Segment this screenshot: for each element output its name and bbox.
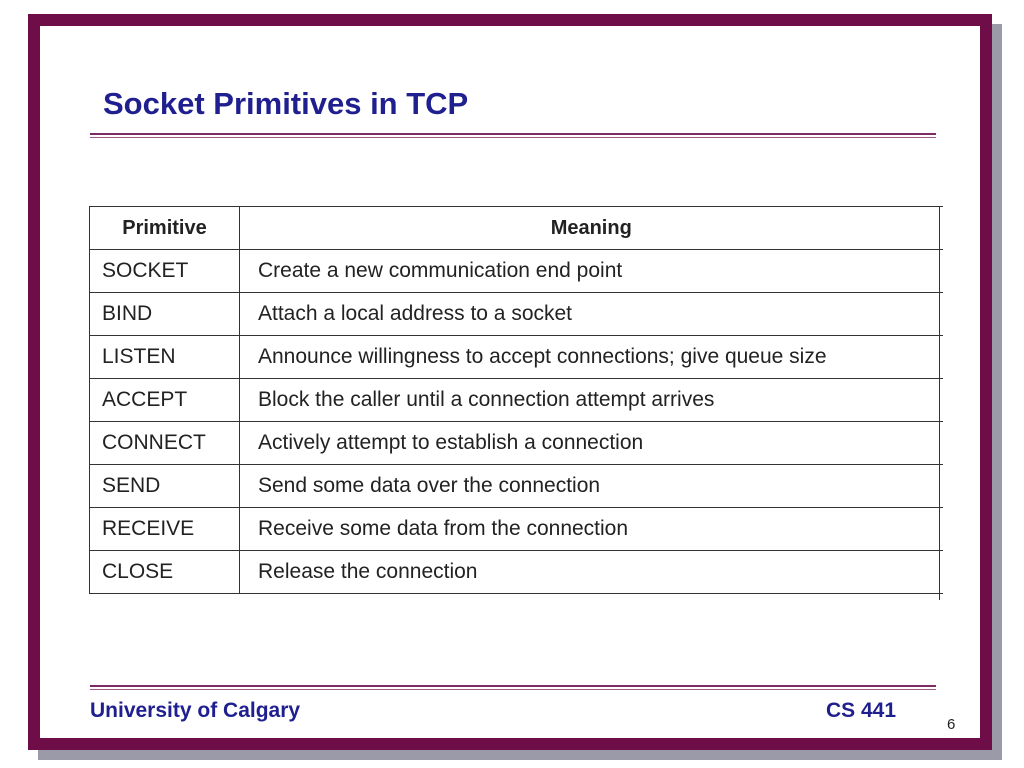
meaning-cell: Create a new communication end point [240,250,943,293]
table-row [90,422,943,465]
meaning-cell: Attach a local address to a socket [240,293,943,336]
title-divider [90,133,936,138]
meaning-cell: Actively attempt to establish a connection [240,422,943,465]
header-primitive: Primitive [90,207,240,250]
table-right-edge [939,206,940,600]
header-meaning: Meaning [240,207,943,250]
table-row [90,293,943,336]
primitive-cell: ACCEPT [90,379,240,422]
meaning-cell: Receive some data from the connection [240,508,943,551]
primitive-cell: LISTEN [90,336,240,379]
primitive-cell: CONNECT [90,422,240,465]
footer-divider [90,685,936,690]
footer-institution: University of Calgary [90,699,301,722]
slide-title: Socket Primitives in TCP [103,86,469,121]
table-row [90,250,943,293]
meaning-cell: Send some data over the connection [240,465,943,508]
primitive-cell: SOCKET [90,250,240,293]
meaning-cell: Release the connection [240,551,943,594]
table-row [90,379,943,422]
table-row [90,508,943,551]
table-header-row [90,207,943,250]
table-row [90,336,943,379]
page-number: 6 [947,716,956,733]
table-row [90,465,943,508]
primitive-cell: CLOSE [90,551,240,594]
primitive-cell: SEND [90,465,240,508]
primitive-cell: BIND [90,293,240,336]
primitives-table [89,206,943,594]
table-row [90,551,943,594]
meaning-cell: Block the caller until a connection attempt arrives [240,379,943,422]
footer-course: CS 441 [826,699,897,722]
primitive-cell: RECEIVE [90,508,240,551]
meaning-cell: Announce willingness to accept connections; give queue size [240,336,943,379]
